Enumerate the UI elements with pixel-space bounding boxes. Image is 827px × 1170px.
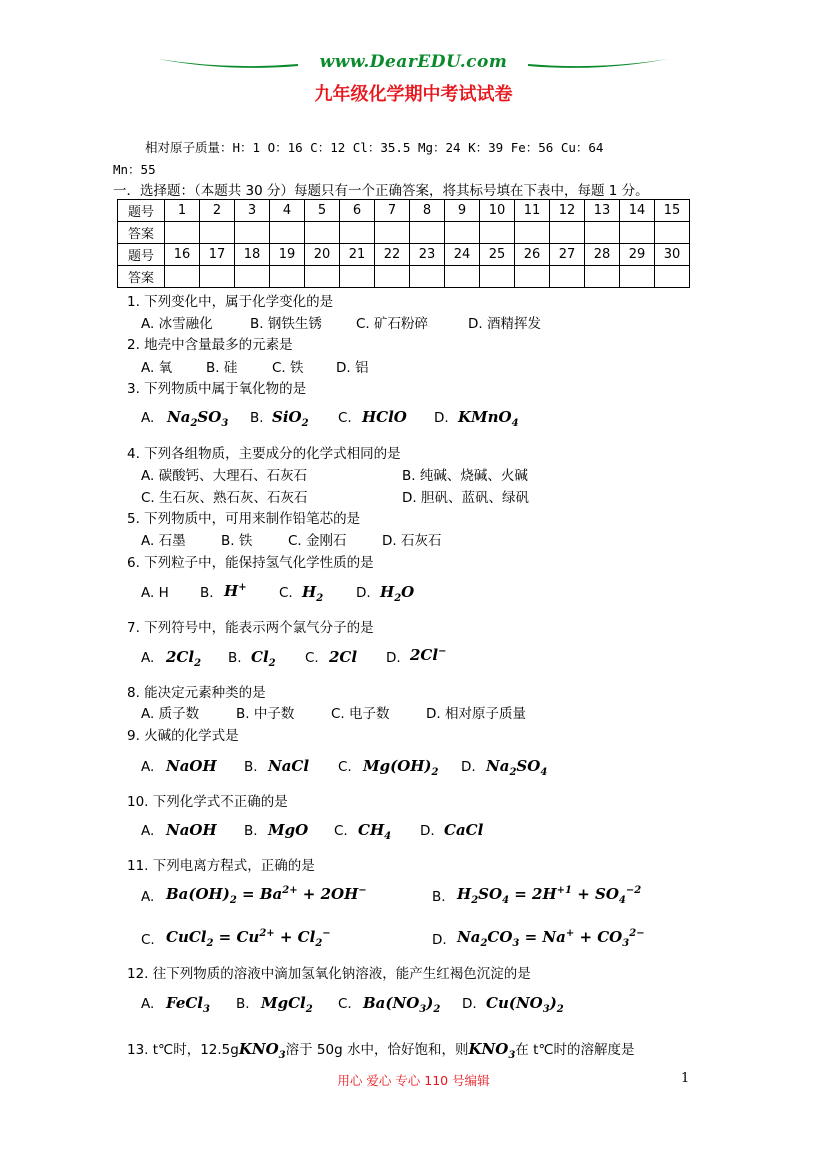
answer-cell[interactable]: [515, 266, 550, 288]
formula-h2: $H_2$: [302, 583, 324, 604]
table-cell: 27: [550, 244, 585, 266]
table-cell: 10: [480, 200, 515, 222]
q8-option-c: C. 电子数: [331, 706, 390, 722]
formula-2cl2: $2Cl_2$: [166, 648, 202, 669]
section-heading: 一．选择题：（本题共 30 分）每题只有一个正确答案，将其标号填在下表中，每题 1 分。: [113, 183, 649, 199]
answer-cell[interactable]: [655, 266, 690, 288]
q4-option-b: B. 纯碱、烧碱、火碱: [402, 468, 528, 484]
table-cell: 22: [375, 244, 410, 266]
answer-cell[interactable]: [515, 222, 550, 244]
answer-cell[interactable]: [480, 266, 515, 288]
page-title: 九年级化学期中考试试卷: [314, 84, 513, 105]
q5-option-a: A. 石墨: [141, 533, 186, 549]
answer-cell[interactable]: [340, 266, 375, 288]
q1-option-c: C. 矿石粉碎: [356, 316, 429, 332]
answer-cell[interactable]: [410, 266, 445, 288]
formula-mgoh2: $Mg(OH)_2$: [363, 757, 439, 778]
question-13-stem: [127, 1038, 635, 1061]
formula-bano32: $Ba(NO_3)_2$: [363, 994, 441, 1015]
answer-cell[interactable]: [305, 266, 340, 288]
q13-text-2: 溶于 50g 水中，恰好饱和，则: [285, 1042, 469, 1058]
table-cell: 13: [585, 200, 620, 222]
equation-cucl2: CuCl$_2$ = $Cu^{2+} + Cl_2^-$: [166, 928, 331, 949]
equation-baoh2: $Ba(OH)_2 = Ba^{2+} + 2OH^-$: [166, 885, 367, 906]
q12-option-a: A.: [141, 996, 155, 1012]
table-cell: 25: [480, 244, 515, 266]
table-cell: 14: [620, 200, 655, 222]
table-row: [118, 200, 690, 222]
q12-option-b: B.: [236, 996, 250, 1012]
q7-option-c: C.: [305, 650, 319, 666]
formula-nacl: NaCl: [268, 757, 310, 775]
question-3-stem: 3. 下列物质中属于氧化物的是: [127, 381, 307, 397]
q2-option-b: B. 硅: [206, 360, 238, 376]
table-cell: 7: [375, 200, 410, 222]
answer-cell[interactable]: [585, 266, 620, 288]
q9-option-b: B.: [244, 759, 258, 775]
question-2-stem: 2. 地壳中含量最多的元素是: [127, 337, 293, 353]
q1-option-d: D. 酒精挥发: [468, 316, 541, 332]
q10-option-a: A.: [141, 823, 155, 839]
answer-cell[interactable]: [235, 222, 270, 244]
answer-cell[interactable]: [480, 222, 515, 244]
equation-na2co3: $Na_2CO_3 = Na^+ + CO_3^{2-}$: [457, 928, 645, 949]
formula-na2so4: $Na_2SO_4$: [486, 757, 548, 778]
table-cell: 26: [515, 244, 550, 266]
formula-cl2: $Cl_2$: [251, 648, 276, 669]
q2-option-a: A. 氧: [141, 360, 173, 376]
q12-option-c: C.: [338, 996, 352, 1012]
answer-cell[interactable]: [445, 222, 480, 244]
answer-cell[interactable]: [270, 266, 305, 288]
table-cell: 29: [620, 244, 655, 266]
answer-cell[interactable]: [550, 222, 585, 244]
q5-option-c: C. 金刚石: [288, 533, 347, 549]
formula-h-plus: H+: [224, 582, 247, 600]
q8-option-a: A. 质子数: [141, 706, 200, 722]
table-cell: 17: [200, 244, 235, 266]
q11-option-c: C.: [141, 932, 155, 948]
formula-naoh: NaOH: [166, 757, 217, 775]
atomic-masses-line1: 相对原子质量：H：1 O：16 C：12 Cl：35.5 Mg：24 K：39 Fe：56 Cu：64: [145, 140, 604, 155]
q10-option-d: D.: [420, 823, 435, 839]
q6-option-d: D.: [356, 585, 371, 601]
question-5-stem: 5. 下列物质中，可用来制作铅笔芯的是: [127, 511, 361, 527]
table-row: [118, 266, 690, 288]
q13-text-1: 13. t℃时，12.5g: [127, 1042, 239, 1058]
table-cell: 30: [655, 244, 690, 266]
answer-cell[interactable]: [620, 222, 655, 244]
table-cell: 12: [550, 200, 585, 222]
table-cell: 5: [305, 200, 340, 222]
formula-hclo: HClO: [362, 408, 407, 426]
q7-option-a: A.: [141, 650, 155, 666]
q7-option-d: D.: [386, 650, 401, 666]
formula-2cl-minus: 2Cl−: [410, 646, 447, 664]
q11-option-d: D.: [432, 932, 447, 948]
question-8-stem: 8. 能决定元素种类的是: [127, 685, 266, 701]
site-url: www.DearEDU.com: [319, 52, 508, 72]
answer-cell[interactable]: [445, 266, 480, 288]
q4-option-d: D. 胆矾、蓝矾、绿矾: [402, 490, 529, 506]
table-header-cell: 题号: [118, 200, 165, 222]
q4-option-c: C. 生石灰、熟石灰、石灰石: [141, 490, 308, 506]
formula-cacl: CaCl: [444, 821, 484, 839]
table-cell: 1: [165, 200, 200, 222]
table-cell: 9: [445, 200, 480, 222]
q1-option-a: A. 冰雪融化: [141, 316, 213, 332]
q6-option-b: B.: [200, 585, 214, 601]
table-cell: 11: [515, 200, 550, 222]
table-cell: 6: [340, 200, 375, 222]
formula-naoh: NaOH: [166, 821, 217, 839]
answer-cell[interactable]: [340, 222, 375, 244]
formula-sio2: SiO$_2$: [272, 408, 309, 429]
answer-cell[interactable]: [200, 222, 235, 244]
q11-option-a: A.: [141, 889, 155, 905]
question-10-stem: 10. 下列化学式不正确的是: [127, 794, 288, 810]
answer-cell[interactable]: [305, 222, 340, 244]
question-6-stem: 6. 下列粒子中，能保持氢气化学性质的是: [127, 555, 374, 571]
answer-cell[interactable]: [585, 222, 620, 244]
formula-ch4: $CH_4$: [358, 821, 392, 842]
table-cell: 2: [200, 200, 235, 222]
q3-option-b: B.: [250, 410, 264, 426]
q9-option-a: A.: [141, 759, 155, 775]
question-9-stem: 9. 火碱的化学式是: [127, 728, 239, 744]
table-cell: 18: [235, 244, 270, 266]
table-cell: 15: [655, 200, 690, 222]
formula-kmno4: KMnO$_4$: [458, 408, 519, 429]
formula-2cl: 2Cl: [329, 648, 358, 666]
q5-option-b: B. 铁: [221, 533, 253, 549]
table-row: [118, 222, 690, 244]
table-cell: 4: [270, 200, 305, 222]
table-row: [118, 244, 690, 266]
answer-cell[interactable]: [270, 222, 305, 244]
question-12-stem: 12. 往下列物质的溶液中滴加氢氧化钠溶液，能产生红褐色沉淀的是: [127, 966, 531, 982]
q9-option-d: D.: [461, 759, 476, 775]
footer-slogan: 用心 爱心 专心 110 号编辑: [337, 1073, 490, 1088]
q10-option-b: B.: [244, 823, 258, 839]
question-4-stem: 4. 下列各组物质，主要成分的化学式相同的是: [127, 446, 401, 462]
q12-option-d: D.: [462, 996, 477, 1012]
table-cell: 8: [410, 200, 445, 222]
answer-cell[interactable]: [550, 266, 585, 288]
formula-kno3: $KNO_3$: [238, 1040, 286, 1061]
q2-option-d: D. 铝: [336, 360, 369, 376]
formula-na2so3: $Na_2SO_3$: [167, 408, 229, 429]
formula-h2o: $H_2O$: [380, 583, 415, 604]
table-cell: 21: [340, 244, 375, 266]
q11-option-b: B.: [432, 889, 446, 905]
table-header-cell: 答案: [118, 222, 165, 244]
formula-mgo: MgO: [268, 821, 309, 839]
table-cell: 16: [165, 244, 200, 266]
formula-cuno32: $Cu(NO_3)_2$: [486, 994, 564, 1015]
table-cell: 23: [410, 244, 445, 266]
table-cell: 20: [305, 244, 340, 266]
q10-option-c: C.: [334, 823, 348, 839]
table-cell: 28: [585, 244, 620, 266]
atomic-masses-line2: Mn：55: [113, 162, 156, 177]
table-header-cell: 答案: [118, 266, 165, 288]
table-cell: 24: [445, 244, 480, 266]
q3-option-c: C.: [338, 410, 352, 426]
answer-cell[interactable]: [375, 266, 410, 288]
answer-cell[interactable]: [410, 222, 445, 244]
table-cell: 3: [235, 200, 270, 222]
answer-cell[interactable]: [165, 266, 200, 288]
answer-cell[interactable]: [620, 266, 655, 288]
q3-option-d: D.: [434, 410, 449, 426]
q1-option-b: B. 钢铁生锈: [250, 316, 322, 332]
q13-text-3: 在 t℃时的溶解度是: [515, 1042, 635, 1058]
q6-option-c: C.: [279, 585, 293, 601]
question-11-stem: 11. 下列电离方程式，正确的是: [127, 858, 315, 874]
answer-cell[interactable]: [235, 266, 270, 288]
equation-h2so4: $H_2SO_4 = 2H^{+1} + SO_4^{-2}$: [457, 885, 642, 906]
answer-cell[interactable]: [655, 222, 690, 244]
q2-option-c: C. 铁: [272, 360, 304, 376]
table-header-cell: 题号: [118, 244, 165, 266]
q5-option-d: D. 石灰石: [382, 533, 442, 549]
answer-table: [117, 199, 690, 288]
q8-option-d: D. 相对原子质量: [426, 706, 526, 722]
q7-option-b: B.: [228, 650, 242, 666]
answer-cell[interactable]: [200, 266, 235, 288]
q9-option-c: C.: [338, 759, 352, 775]
question-7-stem: 7. 下列符号中，能表示两个氯气分子的是: [127, 620, 374, 636]
q6-option-a: A. H: [141, 585, 169, 601]
q4-option-a: A. 碳酸钙、大理石、石灰石: [141, 468, 308, 484]
question-1-stem: 1. 下列变化中，属于化学变化的是: [127, 294, 334, 310]
table-cell: 19: [270, 244, 305, 266]
page-number: 1: [681, 1071, 690, 1086]
answer-cell[interactable]: [375, 222, 410, 244]
formula-mgcl2: MgCl$_2$: [261, 994, 313, 1015]
q8-option-b: B. 中子数: [236, 706, 295, 722]
q3-option-a: A.: [141, 410, 155, 426]
answer-cell[interactable]: [165, 222, 200, 244]
formula-kno3: $KNO_3$: [468, 1040, 516, 1061]
formula-fecl3: FeCl$_3$: [166, 994, 210, 1015]
